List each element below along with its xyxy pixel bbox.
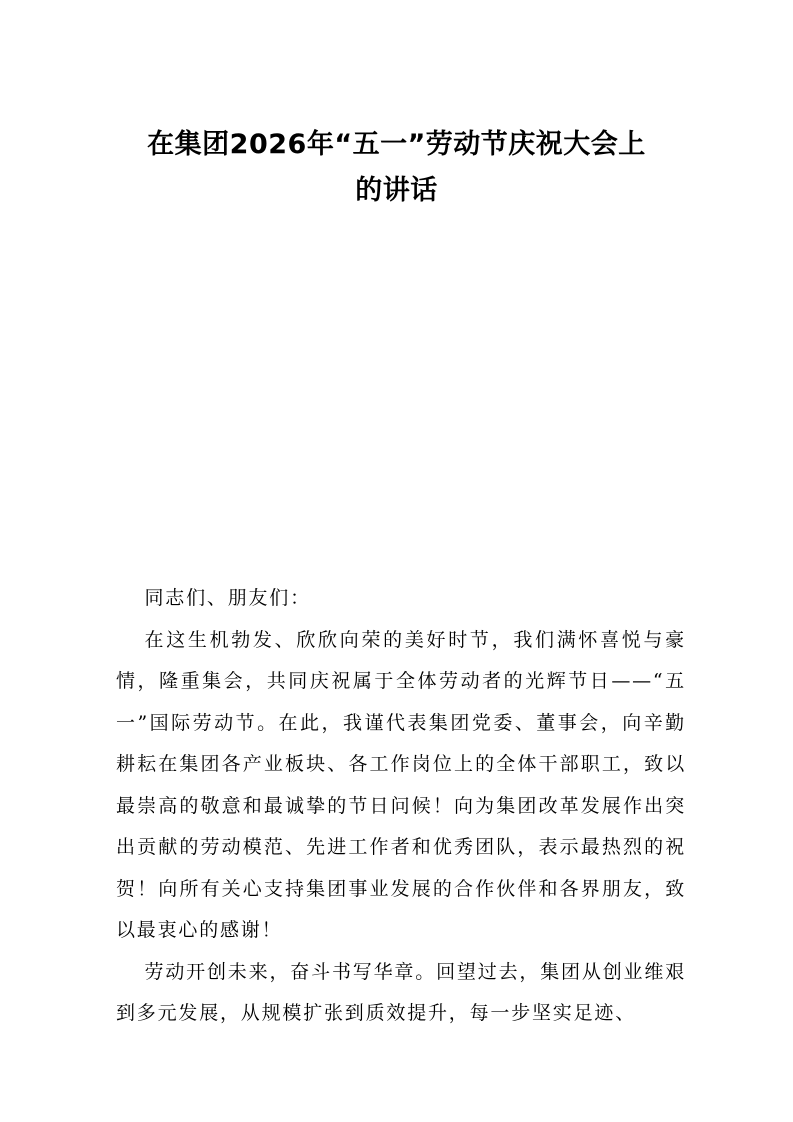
title-line-1: 在集团2026年“五一”劳动节庆祝大会上 bbox=[147, 129, 646, 160]
paragraph-1: 在这生机勃发、欣欣向荣的美好时节，我们满怀喜悦与豪情，隆重集会，共同庆祝属于全体劳动者的光辉节日——“五一”国际劳动节。在此，我谨代表集团党委、董事会，向辛勤耕耘在集团各产业板块、各工作岗位上的全体干部职工，致以最崇高的敬意和最诚挚的节日问候！向为集团改革发展作出突出贡献的劳动模范、先进工作者和优秀团队，表示最热烈的祝贺！向所有关心支持集团事业发展的合作伙伴和各界朋友，致以最衷心的感谢！ bbox=[116, 628, 686, 941]
paragraph-2: 劳动开创未来，奋斗书写华章。回望过去，集团从创业维艰到多元发展，从规模扩张到质效提升，每一步坚实足迹、 bbox=[116, 960, 686, 1024]
document-title bbox=[100, 122, 693, 214]
title-line-2: 的讲话 bbox=[355, 175, 438, 206]
document-body bbox=[116, 578, 686, 1035]
salutation: 同志们、朋友们： bbox=[144, 587, 311, 609]
